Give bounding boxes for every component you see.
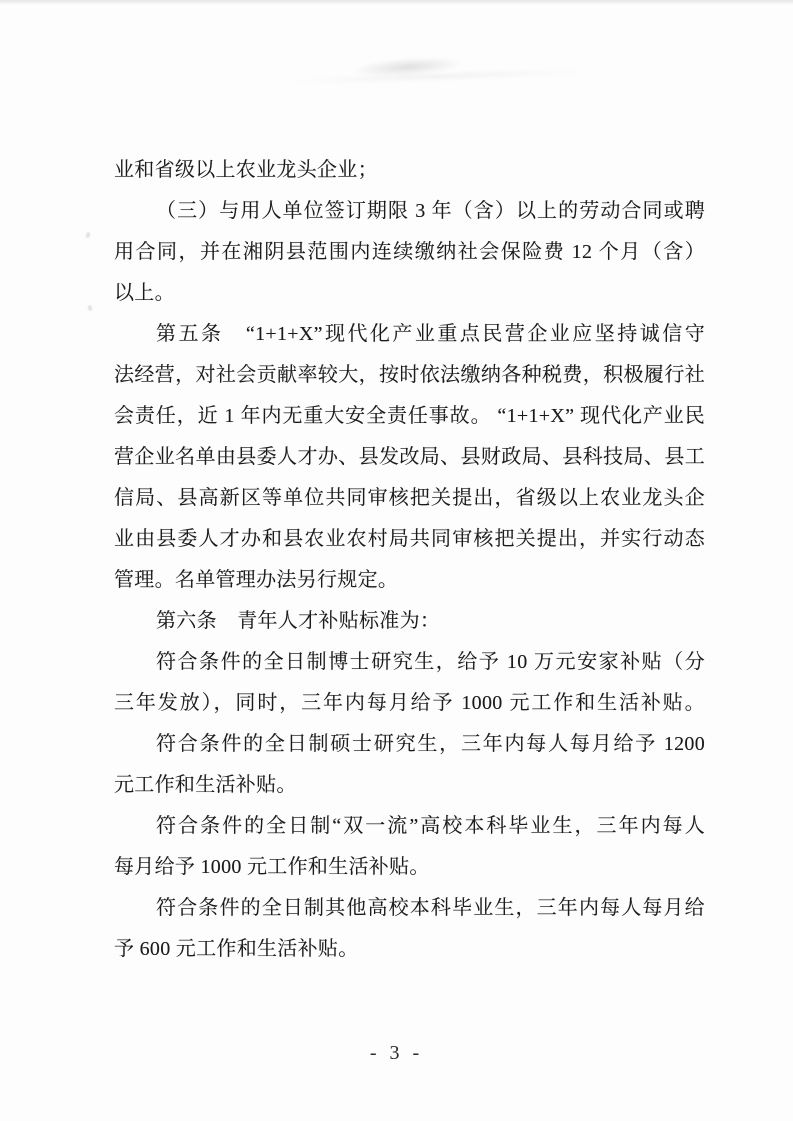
text-line: 三年发放），同时，三年内每月给予 1000 元工作和生活补贴。: [114, 692, 705, 714]
text-line: 会责任，近 1 年内无重大安全责任事故。 “1+1+X” 现代化产业民: [114, 405, 705, 427]
text-line: 第五条 “1+1+X”现代化产业重点民营企业应坚持诚信守: [156, 323, 705, 345]
text-line: 管理。名单管理办法另行规定。: [114, 569, 399, 591]
document-body-text: [114, 150, 705, 970]
text-line: 业由县委人才办和县农业农村局共同审核把关提出，并实行动态: [114, 528, 705, 550]
text-line: 符合条件的全日制“双一流”高校本科毕业生，三年内每人: [156, 815, 705, 837]
text-line: 元工作和生活补贴。: [114, 774, 297, 796]
text-line: 符合条件的全日制硕士研究生，三年内每人每月给予 1200: [156, 733, 705, 755]
text-line: 符合条件的全日制其他高校本科毕业生，三年内每人每月给: [156, 897, 705, 919]
text-line: 每月给予 1000 元工作和生活补贴。: [114, 856, 430, 878]
page-number: - 3 -: [369, 1042, 424, 1064]
scan-edge-artifact: [0, 0, 793, 5]
text-line: （三）与用人单位签订期限 3 年（含）以上的劳动合同或聘: [156, 200, 705, 222]
scan-speck-artifact: [87, 305, 92, 312]
text-line: 以上。: [114, 282, 175, 304]
scan-speck-artifact: [85, 231, 91, 238]
text-line: 信局、县高新区等单位共同审核把关提出，省级以上农业龙头企: [114, 487, 705, 509]
text-line: 法经营，对社会贡献率较大，按时依法缴纳各种税费，积极履行社: [114, 364, 705, 386]
text-line: 第六条 青年人才补贴标准为：: [156, 610, 441, 632]
text-line: 用合同，并在湘阴县范围内连续缴纳社会保险费 12 个月（含）: [114, 241, 705, 263]
text-line: 业和省级以上农业龙头企业；: [114, 159, 378, 181]
text-line: 营企业名单由县委人才办、县发改局、县财政局、县科技局、县工: [114, 446, 705, 468]
text-line: 予 600 元工作和生活补贴。: [114, 938, 359, 960]
text-line: 符合条件的全日制博士研究生，给予 10 万元安家补贴（分: [156, 651, 705, 673]
